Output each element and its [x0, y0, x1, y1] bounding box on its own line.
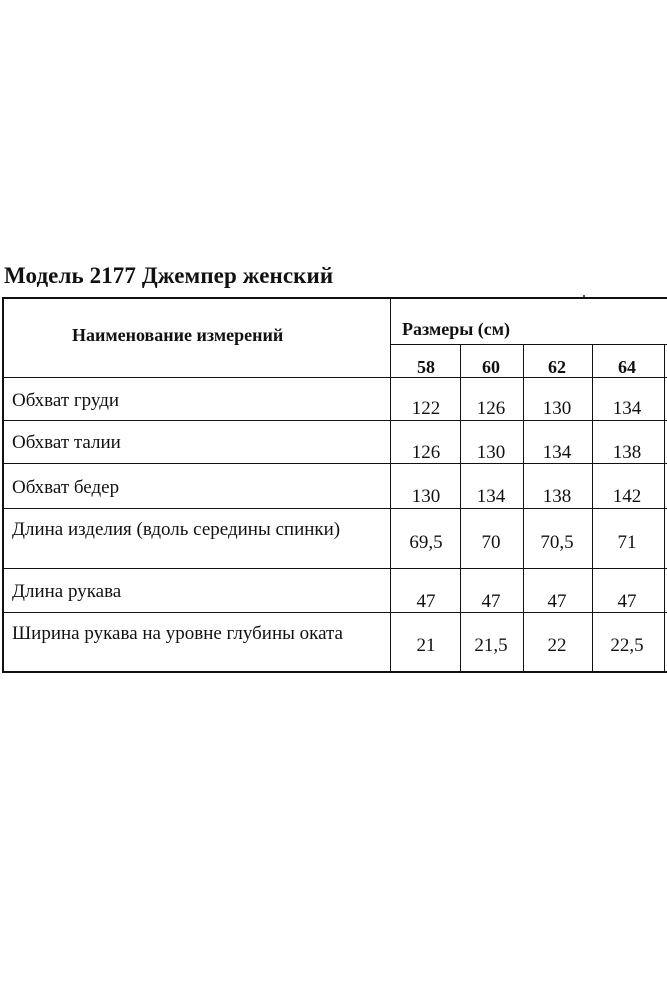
cell-hips-58: 130 [411, 486, 441, 507]
cell-hips-62: 138 [542, 486, 572, 507]
table-line-sizes [390, 344, 667, 345]
table-col-divider-5 [664, 344, 665, 673]
row-label-chest: Обхват груди [12, 390, 120, 411]
cell-waist-60: 130 [476, 442, 506, 463]
cell-sleeve-width-64: 22,5 [610, 635, 644, 656]
table-border-bottom [2, 671, 667, 673]
cell-sleeve-length-58: 47 [416, 591, 436, 612]
table-col-divider-3 [523, 344, 524, 673]
size-header-64: 64 [618, 357, 636, 377]
size-header-60: 60 [482, 357, 500, 377]
cell-sleeve-width-62: 22 [547, 635, 567, 656]
table-col-divider-4 [592, 344, 593, 673]
cell-sleeve-width-60: 21,5 [474, 635, 508, 656]
row-label-length: Длина изделия (вдоль середины спинки) [12, 519, 341, 540]
cell-waist-62: 134 [542, 442, 572, 463]
cell-waist-58: 126 [411, 442, 441, 463]
cell-chest-60: 126 [476, 398, 506, 419]
table-line-row4 [2, 568, 667, 569]
table-col-divider-1 [390, 297, 391, 673]
cell-chest-62: 130 [542, 398, 572, 419]
row-label-sleeve-length: Длина рукава [12, 581, 122, 602]
cell-hips-60: 134 [476, 486, 506, 507]
header-measurement-name: Наименование измерений [72, 325, 284, 345]
cell-sleeve-length-60: 47 [481, 591, 501, 612]
row-label-hips: Обхват бедер [12, 477, 120, 498]
cell-chest-58: 122 [411, 398, 441, 419]
row-label-sleeve-width: Ширина рукава на уровне глубины оката [12, 623, 343, 644]
cell-length-58: 69,5 [409, 532, 443, 553]
cell-chest-64: 134 [612, 398, 642, 419]
size-header-58: 58 [417, 357, 435, 377]
cell-sleeve-length-62: 47 [547, 591, 567, 612]
cell-sleeve-length-64: 47 [617, 591, 637, 612]
cell-hips-64: 142 [612, 486, 642, 507]
document-title: Модель 2177 Джемпер женский [4, 263, 334, 288]
table-border-top [2, 297, 667, 299]
size-header-62: 62 [548, 357, 566, 377]
cell-length-60: 70 [481, 532, 501, 553]
cell-length-62: 70,5 [540, 532, 574, 553]
cell-sleeve-width-58: 21 [416, 635, 436, 656]
row-label-waist: Обхват талии [12, 432, 121, 453]
cell-waist-64: 138 [612, 442, 642, 463]
cell-length-64: 71 [617, 532, 637, 553]
table-border-left [2, 297, 4, 673]
header-sizes: Размеры (см) [402, 319, 511, 339]
